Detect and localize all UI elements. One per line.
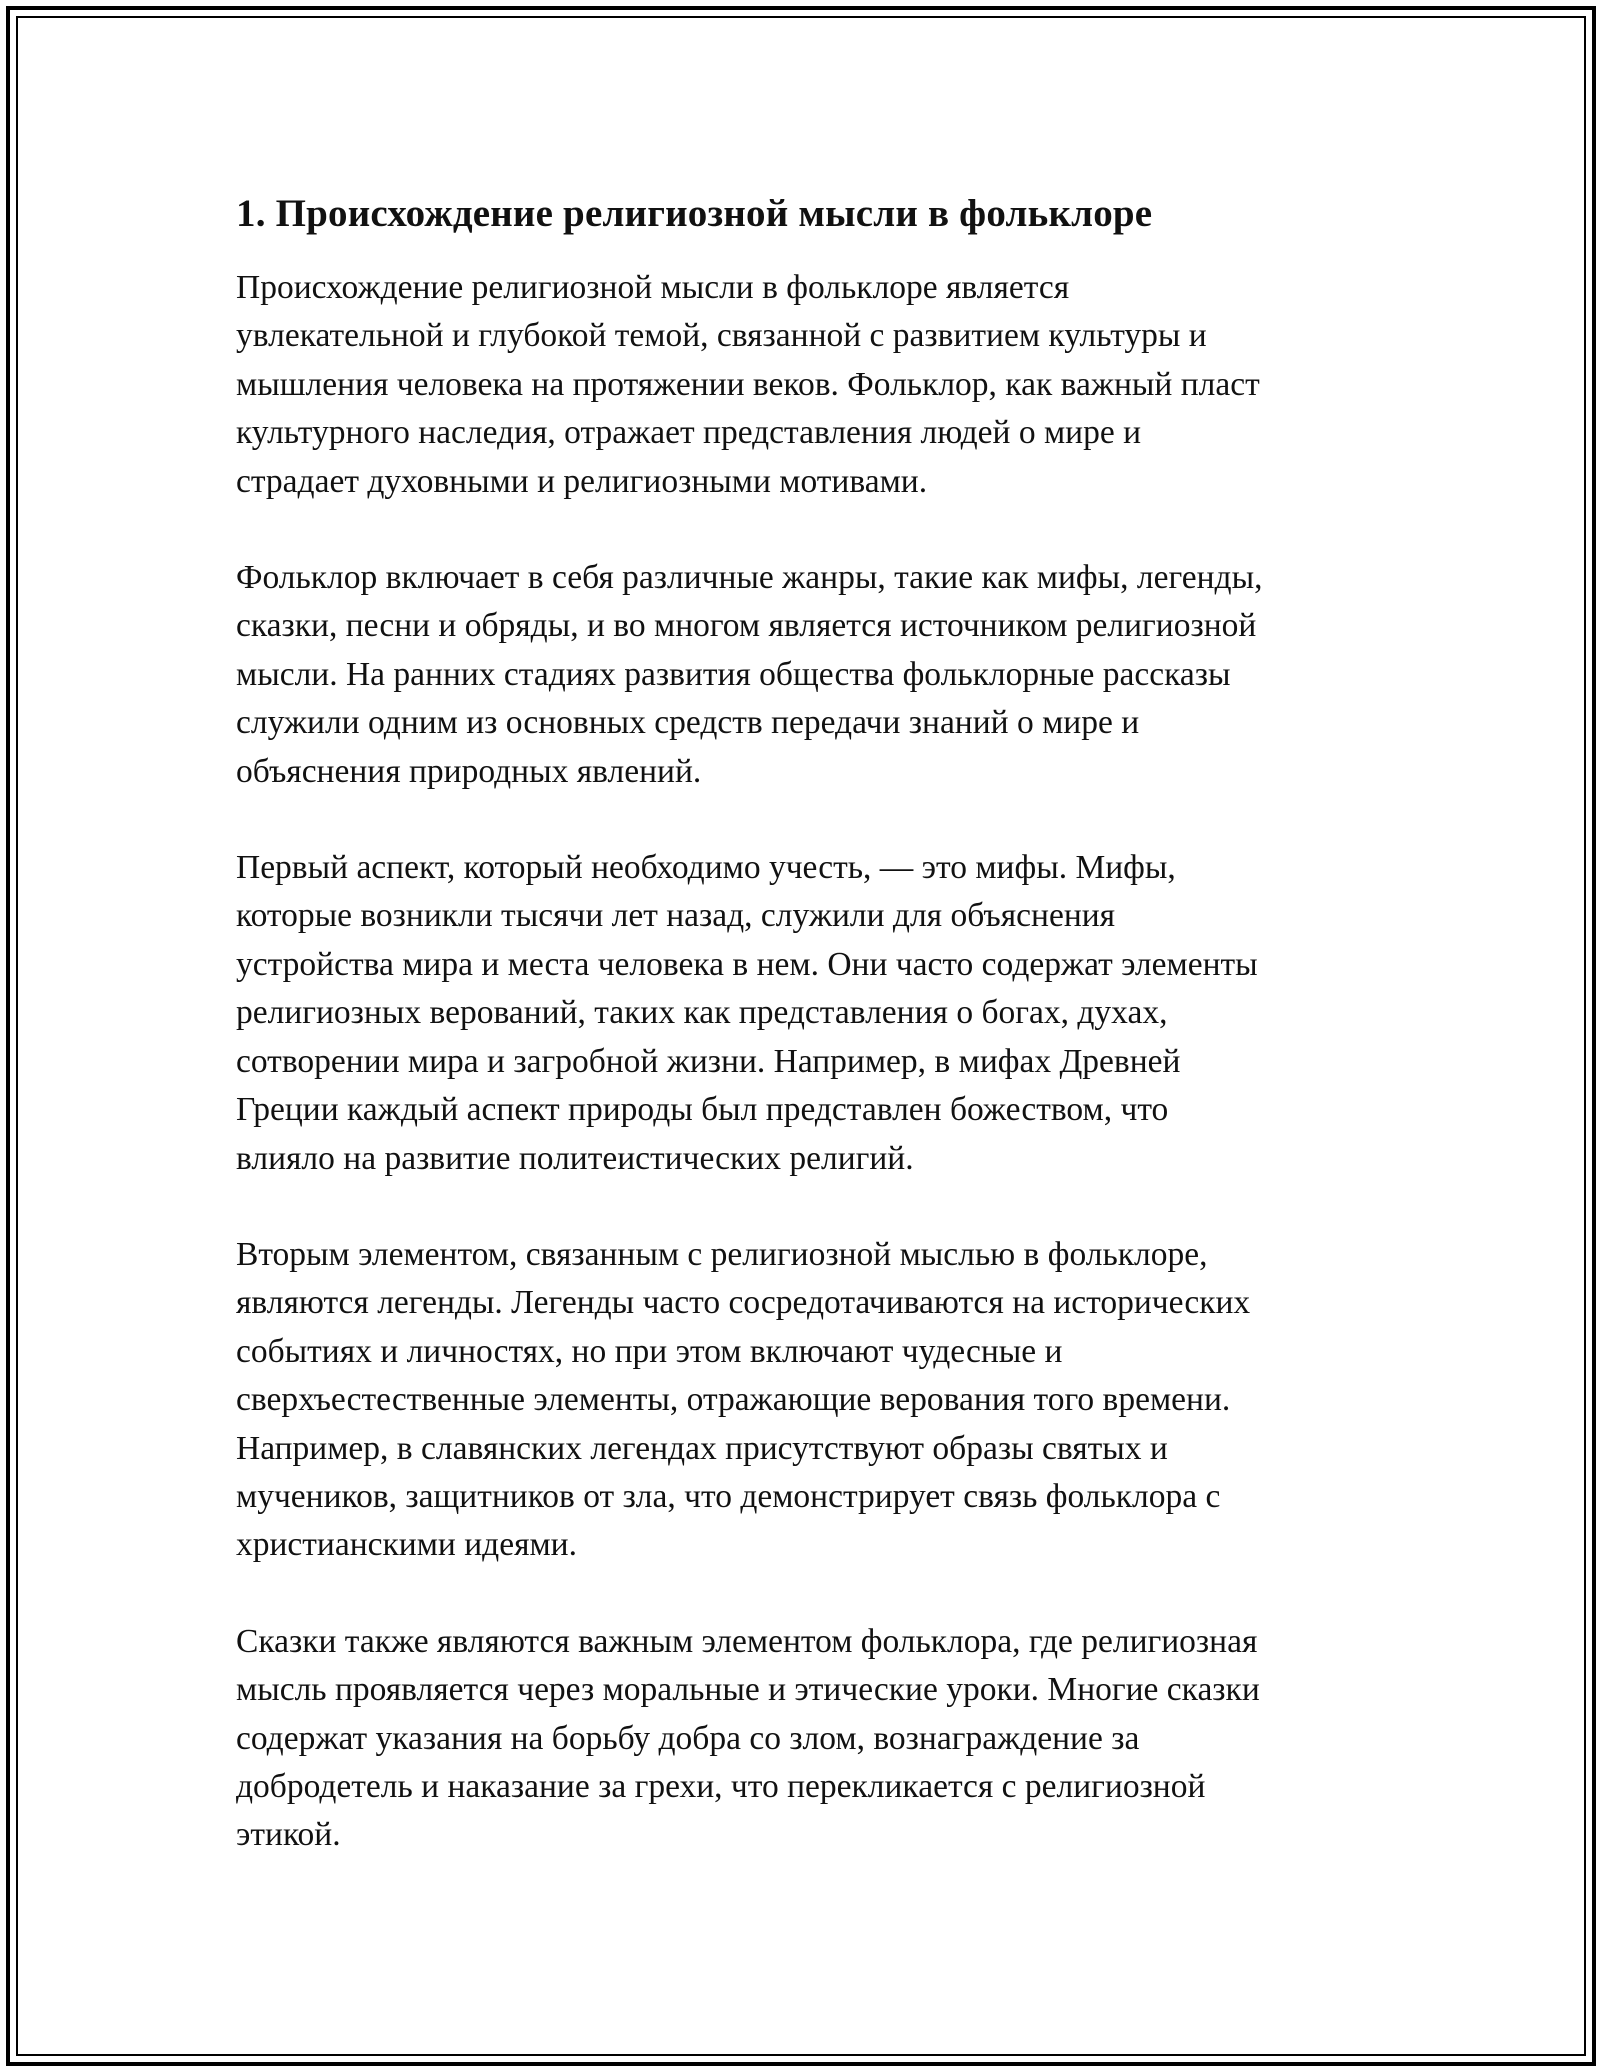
paragraph-2 — [236, 554, 1376, 796]
text-line: сотворении мира и загробной жизни. Например, в мифах Древней — [236, 1042, 1181, 1080]
text-line: Сказки также являются важным элементом фольклора, где религиозная — [236, 1622, 1258, 1660]
text-line: событиях и личностях, но при этом включают чудесные и — [236, 1332, 1063, 1370]
section-heading: 1. Происхождение религиозной мысли в фольклоре — [236, 192, 1153, 235]
text-line: культурного наследия, отражает представления людей о мире и — [236, 414, 1141, 452]
paragraph-3 — [236, 844, 1376, 1183]
text-line: мышления человека на протяжении веков. Фольклор, как важный пласт — [236, 365, 1260, 403]
text-line: увлекательной и глубокой темой, связанной с развитием культуры и — [236, 317, 1207, 355]
paragraph-5 — [236, 1618, 1376, 1860]
document-body — [236, 186, 1376, 1908]
text-line: мучеников, защитников от зла, что демонстрирует связь фольклора с — [236, 1477, 1221, 1515]
text-line: христианскими идеями. — [236, 1526, 577, 1564]
text-line: Происхождение религиозной мысли в фольклоре является — [236, 269, 1070, 306]
text-line: сверхъестественные элементы, отражающие верования того времени. — [236, 1381, 1231, 1419]
text-line: Вторым элементом, связанным с религиозной мыслью в фольклоре, — [236, 1235, 1208, 1273]
text-line: являются легенды. Легенды часто сосредотачиваются на исторических — [236, 1284, 1251, 1322]
text-line: добродетель и наказание за грехи, что перекликается с религиозной — [236, 1767, 1206, 1805]
text-line: которые возникли тысячи лет назад, служили для объяснения — [236, 897, 1116, 935]
text-line: Греции каждый аспект природы был представлен божеством, что — [236, 1091, 1169, 1129]
paragraph-4 — [236, 1231, 1376, 1570]
text-line: Например, в славянских легендах присутствуют образы святых и — [236, 1429, 1168, 1467]
text-line: объяснения природных явлений. — [236, 752, 702, 790]
text-line: религиозных верований, таких как представления о богах, духах, — [236, 994, 1168, 1032]
text-line: мысль проявляется через моральные и этические уроки. Многие сказки — [236, 1671, 1260, 1709]
paragraph-1 — [236, 264, 1376, 506]
text-line: содержат указания на борьбу добра со злом, вознаграждение за — [236, 1719, 1140, 1757]
text-line: Фольклор включает в себя различные жанры, такие как мифы, легенды, — [236, 559, 1263, 597]
text-line: сказки, песни и обряды, и во многом является источником религиозной — [236, 607, 1257, 645]
text-line: влияло на развитие политеистических религий. — [236, 1139, 914, 1177]
text-line: страдает духовными и религиозными мотивами. — [236, 462, 928, 500]
text-line: служили одним из основных средств передачи знаний о мире и — [236, 704, 1140, 742]
text-line: устройства мира и места человека в нем. Они часто содержат элементы — [236, 945, 1258, 983]
text-line: мысли. На ранних стадиях развития общества фольклорные рассказы — [236, 655, 1231, 693]
text-line: Первый аспект, который необходимо учесть, — это мифы. Мифы, — [236, 849, 1176, 887]
text-line: этикой. — [236, 1816, 341, 1854]
